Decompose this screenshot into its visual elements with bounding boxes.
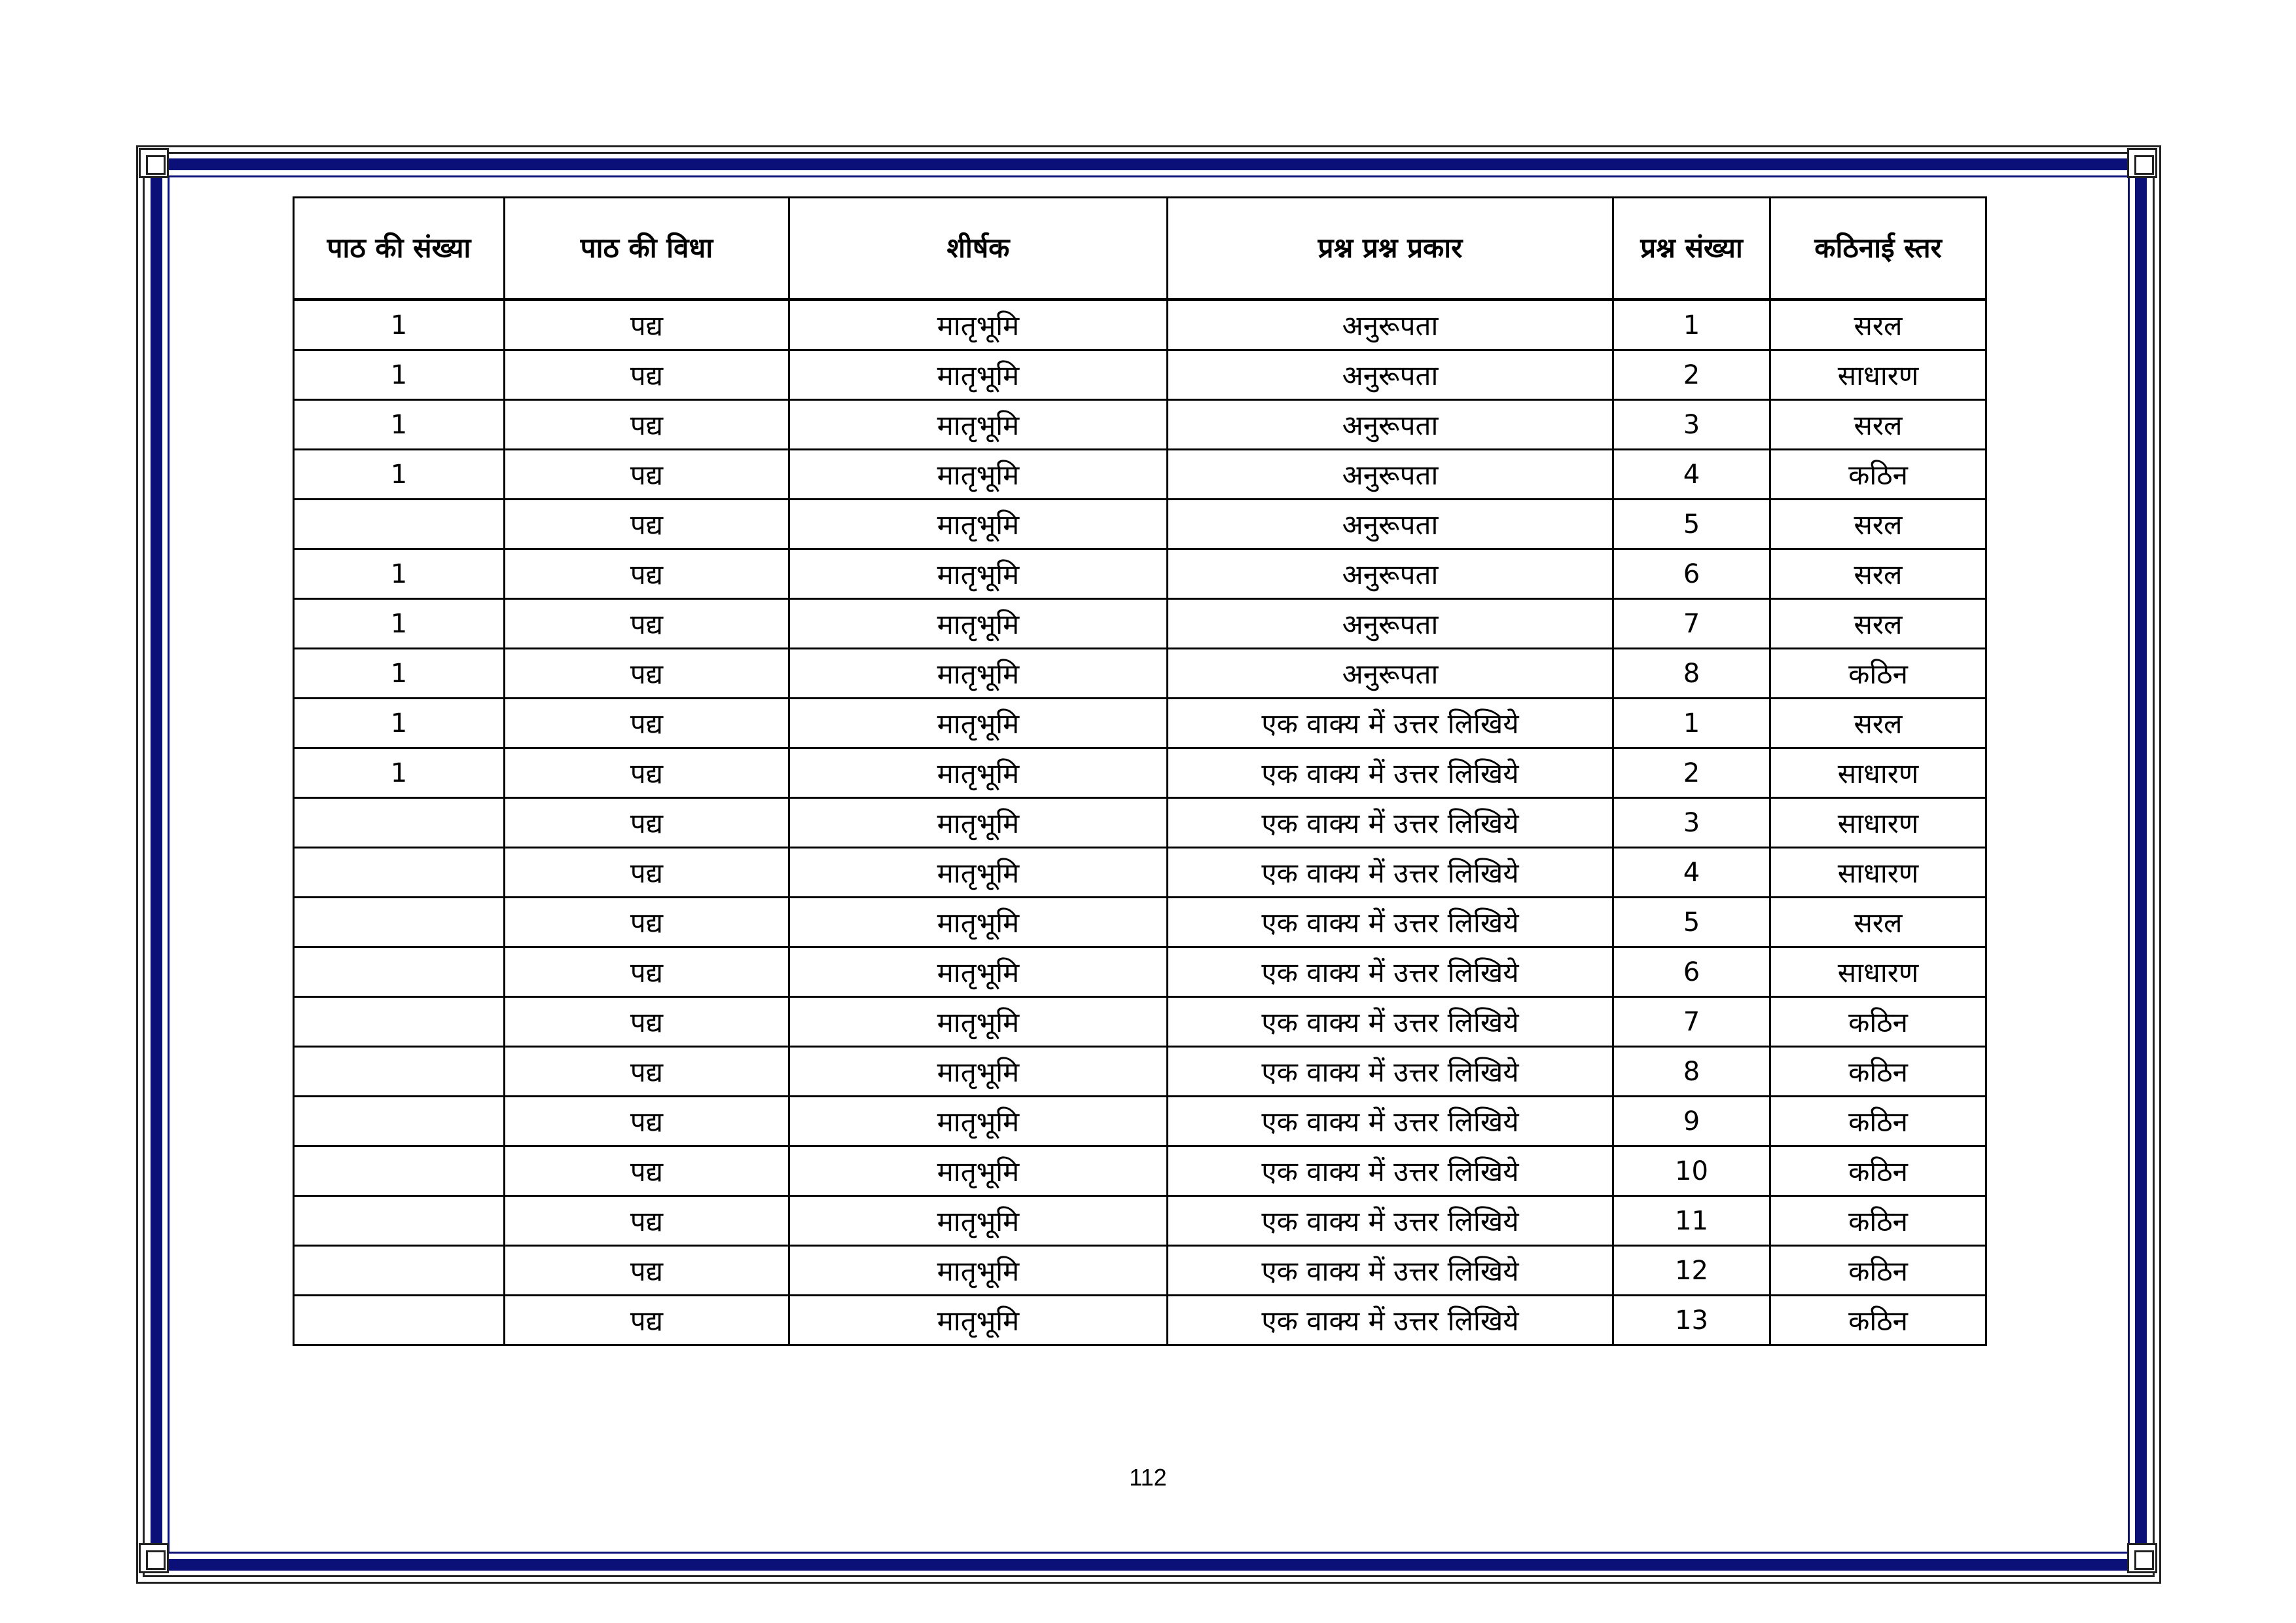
table-header-row [294,198,1986,300]
table-row [294,300,1986,350]
cell-lesson-number [294,500,505,549]
cell-title: मातृभूमि [789,549,1168,599]
cell-lesson-genre: पद्य [505,848,789,898]
cell-difficulty: सरल [1770,500,1986,549]
table-row [294,400,1986,450]
cell-lesson-genre: पद्य [505,599,789,649]
cell-difficulty: कठिन [1770,1146,1986,1196]
cell-difficulty: कठिन [1770,1196,1986,1246]
table-row [294,699,1986,748]
cell-question-type: अनुरूपता [1168,450,1613,500]
cell-question-number: 4 [1613,450,1770,500]
cell-lesson-genre: पद्य [505,898,789,947]
cell-question-type: एक वाक्य में उत्तर लिखिये [1168,1146,1613,1196]
cell-lesson-genre: पद्य [505,450,789,500]
cell-question-type: अनुरूपता [1168,599,1613,649]
cell-lesson-number [294,898,505,947]
cell-question-number: 12 [1613,1246,1770,1296]
table-row [294,450,1986,500]
cell-question-type: एक वाक्य में उत्तर लिखिये [1168,848,1613,898]
cell-lesson-genre: पद्य [505,1246,789,1296]
cell-question-type: अनुरूपता [1168,649,1613,699]
table-row [294,649,1986,699]
cell-difficulty: साधारण [1770,947,1986,997]
question-table [293,196,1987,1346]
cell-lesson-genre: पद्य [505,649,789,699]
header-title: शीर्षक [789,198,1168,300]
table-row [294,997,1986,1047]
cell-lesson-genre: पद्य [505,798,789,848]
cell-difficulty: सरल [1770,549,1986,599]
cell-title: मातृभूमि [789,1196,1168,1246]
table-row [294,798,1986,848]
header-difficulty: कठिनाई स्तर [1770,198,1986,300]
cell-question-type: अनुरूपता [1168,350,1613,400]
table-body [294,300,1986,1345]
cell-title: मातृभूमि [789,1097,1168,1146]
cell-title: मातृभूमि [789,1246,1168,1296]
cell-question-number: 8 [1613,1047,1770,1097]
cell-question-number: 4 [1613,848,1770,898]
cell-question-number: 5 [1613,898,1770,947]
border-corner-ornament [139,1543,169,1573]
cell-difficulty: साधारण [1770,748,1986,798]
table-row [294,500,1986,549]
cell-question-type: एक वाक्य में उत्तर लिखिये [1168,997,1613,1047]
cell-lesson-genre: पद्य [505,997,789,1047]
cell-question-number: 9 [1613,1097,1770,1146]
table-row [294,748,1986,798]
cell-title: मातृभूमि [789,400,1168,450]
cell-title: मातृभूमि [789,748,1168,798]
cell-question-number: 3 [1613,400,1770,450]
cell-question-number: 13 [1613,1296,1770,1345]
table-row [294,599,1986,649]
cell-title: मातृभूमि [789,500,1168,549]
cell-title: मातृभूमि [789,947,1168,997]
cell-lesson-genre: पद्य [505,1047,789,1097]
table-row [294,549,1986,599]
cell-difficulty: सरल [1770,400,1986,450]
cell-question-type: एक वाक्य में उत्तर लिखिये [1168,798,1613,848]
cell-question-type: एक वाक्य में उत्तर लिखिये [1168,898,1613,947]
cell-lesson-number: 1 [294,748,505,798]
table-row [294,1097,1986,1146]
border-corner-ornament [139,148,169,178]
table-row [294,848,1986,898]
border-corner-ornament [2127,1543,2157,1573]
cell-question-number: 7 [1613,599,1770,649]
cell-question-type: एक वाक्य में उत्तर लिखिये [1168,699,1613,748]
cell-question-type: एक वाक्य में उत्तर लिखिये [1168,748,1613,798]
cell-lesson-number [294,1097,505,1146]
cell-lesson-genre: पद्य [505,1296,789,1345]
cell-lesson-number [294,997,505,1047]
cell-title: मातृभूमि [789,649,1168,699]
cell-difficulty: कठिन [1770,649,1986,699]
cell-difficulty: कठिन [1770,450,1986,500]
cell-title: मातृभूमि [789,350,1168,400]
cell-difficulty: सरल [1770,599,1986,649]
cell-question-type: एक वाक्य में उत्तर लिखिये [1168,1047,1613,1097]
table-row [294,1146,1986,1196]
cell-lesson-number [294,798,505,848]
cell-question-number: 10 [1613,1146,1770,1196]
cell-lesson-genre: पद्य [505,1097,789,1146]
table-row [294,350,1986,400]
cell-lesson-genre: पद्य [505,947,789,997]
cell-lesson-genre: पद्य [505,699,789,748]
cell-question-number: 6 [1613,947,1770,997]
cell-lesson-number [294,1146,505,1196]
cell-lesson-number: 1 [294,599,505,649]
table-row [294,1196,1986,1246]
cell-difficulty: कठिन [1770,1296,1986,1345]
cell-difficulty: कठिन [1770,1246,1986,1296]
cell-lesson-number: 1 [294,649,505,699]
cell-difficulty: कठिन [1770,1047,1986,1097]
question-table-container [293,196,1985,1346]
cell-title: मातृभूमि [789,699,1168,748]
cell-title: मातृभूमि [789,1047,1168,1097]
cell-title: मातृभूमि [789,798,1168,848]
cell-question-number: 11 [1613,1196,1770,1246]
cell-difficulty: सरल [1770,699,1986,748]
cell-lesson-number: 1 [294,699,505,748]
cell-difficulty: सरल [1770,898,1986,947]
cell-question-type: अनुरूपता [1168,400,1613,450]
cell-question-type: अनुरूपता [1168,500,1613,549]
cell-title: मातृभूमि [789,1296,1168,1345]
cell-lesson-number: 1 [294,300,505,350]
cell-question-number: 8 [1613,649,1770,699]
cell-lesson-genre: पद्य [505,549,789,599]
cell-question-type: एक वाक्य में उत्तर लिखिये [1168,947,1613,997]
table-row [294,898,1986,947]
cell-difficulty: साधारण [1770,798,1986,848]
cell-difficulty: कठिन [1770,1097,1986,1146]
cell-lesson-number: 1 [294,549,505,599]
cell-title: मातृभूमि [789,599,1168,649]
header-lesson-number: पाठ की संख्या [294,198,505,300]
cell-lesson-genre: पद्य [505,748,789,798]
cell-title: मातृभूमि [789,898,1168,947]
cell-question-number: 1 [1613,699,1770,748]
header-lesson-genre: पाठ की विधा [505,198,789,300]
table-row [294,1296,1986,1345]
cell-question-number: 3 [1613,798,1770,848]
border-corner-ornament [2127,148,2157,178]
cell-question-number: 5 [1613,500,1770,549]
cell-title: मातृभूमि [789,1146,1168,1196]
cell-question-number: 2 [1613,748,1770,798]
cell-lesson-genre: पद्य [505,1146,789,1196]
cell-lesson-number [294,848,505,898]
cell-lesson-number: 1 [294,400,505,450]
table-row [294,1246,1986,1296]
cell-title: मातृभूमि [789,450,1168,500]
cell-difficulty: कठिन [1770,997,1986,1047]
cell-question-number: 2 [1613,350,1770,400]
cell-lesson-number [294,1246,505,1296]
header-question-type: प्रश्न प्रश्न प्रकार [1168,198,1613,300]
cell-lesson-genre: पद्य [505,300,789,350]
header-question-number: प्रश्न संख्या [1613,198,1770,300]
cell-lesson-genre: पद्य [505,400,789,450]
cell-title: मातृभूमि [789,300,1168,350]
table-row [294,1047,1986,1097]
table-row [294,947,1986,997]
cell-question-type: एक वाक्य में उत्तर लिखिये [1168,1296,1613,1345]
cell-title: मातृभूमि [789,997,1168,1047]
cell-question-type: अनुरूपता [1168,300,1613,350]
cell-difficulty: सरल [1770,300,1986,350]
cell-lesson-number [294,1196,505,1246]
cell-lesson-number: 1 [294,350,505,400]
cell-lesson-number: 1 [294,450,505,500]
cell-lesson-number [294,1047,505,1097]
cell-question-number: 7 [1613,997,1770,1047]
cell-question-number: 6 [1613,549,1770,599]
cell-difficulty: साधारण [1770,848,1986,898]
cell-lesson-number [294,1296,505,1345]
cell-question-type: एक वाक्य में उत्तर लिखिये [1168,1097,1613,1146]
cell-title: मातृभूमि [789,848,1168,898]
cell-question-number: 1 [1613,300,1770,350]
cell-difficulty: साधारण [1770,350,1986,400]
cell-question-type: एक वाक्य में उत्तर लिखिये [1168,1246,1613,1296]
cell-lesson-number [294,947,505,997]
cell-lesson-genre: पद्य [505,350,789,400]
cell-lesson-genre: पद्य [505,500,789,549]
cell-question-type: अनुरूपता [1168,549,1613,599]
cell-question-type: एक वाक्य में उत्तर लिखिये [1168,1196,1613,1246]
cell-lesson-genre: पद्य [505,1196,789,1246]
page-number: 112 [1129,1464,1167,1491]
